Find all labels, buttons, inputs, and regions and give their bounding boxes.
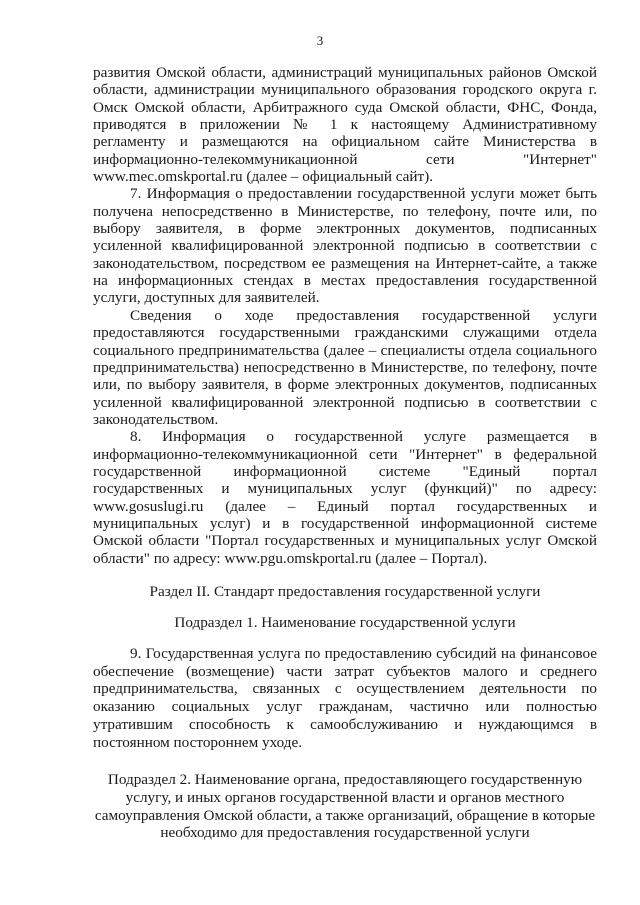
subsection-2-heading: Подраздел 2. Наименование органа, предоставляющего государственную услугу, и иных органов государственной власти и органов местного самоуправления Омской области, а также организаций, обращение в которые необходимо для предоставления государственной услуги xyxy=(94,771,596,842)
item-9 xyxy=(93,645,597,751)
paragraph-site-info: развития Омской области, администраций муниципальных районов Омской области, администрации муниципального образования городского округа г. Омск Омской области, Арбитражного суда Омской области, ФНС, Фонда, приводятся в приложении № 1 к настоящему Административному регламенту и размещаются на официальном сайте Министерства в информационно-телекоммуникационной сети "Интернет" www.mec.omskportal.ru (далее – официальный сайт). xyxy=(93,64,597,186)
subsection-1-heading: Подраздел 1. Наименование государственной услуги xyxy=(174,614,516,631)
paragraph-item-7: 7. Информация о предоставлении государственной услуги может быть получена непосредственно в Министерстве, по телефону, почте или, по выбору заявителя, в форме электронных документов, подписанных усиленной квалифицированной электронной подписью в соответствии с законодательством, посредством ее размещения на Интернет-сайте, а также на информационных стендах в местах предоставления государственной услуги, доступных для заявителей. xyxy=(93,185,597,307)
paragraph-item-8: 8. Информация о государственной услуге размещается в информационно-телекоммуникационной сети "Интернет" в федеральной государственной информационной системе "Единый портал государственных и муниципальных услуг (функций)" по адресу: www.gosuslugi.ru (далее – Единый портал государственных и муниципальных услуг) и в государственной информационной системе Омской области "Портал государственных и муниципальных услуг Омской области" по адресу: www.pgu.omskportal.ru (далее – Портал). xyxy=(93,428,597,567)
section-heading: Раздел II. Стандарт предоставления государственной услуги xyxy=(149,583,541,600)
paragraph-item-9: 9. Государственная услуга по предоставлению субсидий на финансовое обеспечение (возмещение) части затрат субъектов малого и среднего предпринимательства, связанных с осуществлением деятельности по оказанию социальных услуг гражданам, частично или полностью утратившим способность к самообслуживанию и нуждающимся в постоянном постороннем уходе. xyxy=(93,645,597,751)
body-text xyxy=(93,64,597,567)
page-number: 3 xyxy=(316,33,324,48)
paragraph-progress-info: Сведения о ходе предоставления государственной услуги предоставляются государственными гражданскими служащими отдела социального предпринимательства (далее – специалисты отдела социального предпринимательства) непосредственно в Министерстве, по телефону, почте или, по выбору заявителя, в форме электронных документов, подписанных усиленной квалифицированной электронной подписью в соответствии с законодательством. xyxy=(93,306,597,428)
